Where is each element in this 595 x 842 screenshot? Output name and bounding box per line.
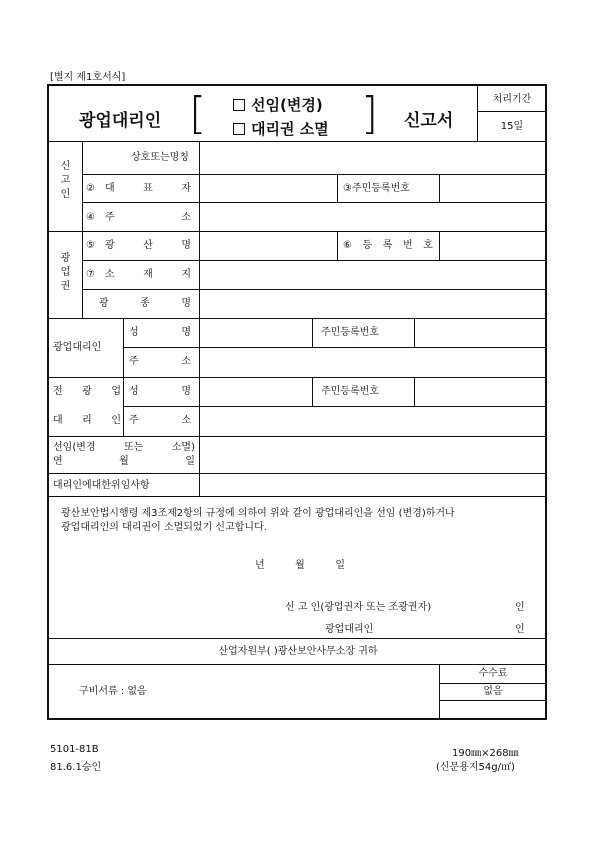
mine-name-label bbox=[105, 240, 191, 252]
registration-number-label bbox=[343, 240, 433, 252]
fee-label: 수수료 bbox=[478, 668, 508, 679]
label-char: 산 bbox=[143, 240, 153, 251]
label-char: 재 bbox=[143, 269, 153, 280]
former-agent-address-label bbox=[129, 415, 191, 427]
date-year-label: 년 bbox=[255, 560, 265, 571]
checkbox-icon[interactable] bbox=[233, 123, 245, 135]
date-month-label: 월 bbox=[295, 560, 305, 571]
former-agent-label-line1 bbox=[53, 386, 121, 398]
form-title-left: 광업대리인 bbox=[79, 111, 162, 131]
reporter-signature-label: 신 고 인(광업권자 또는 조광권자) bbox=[285, 602, 432, 613]
label-char: 명 bbox=[181, 298, 191, 309]
label-char: 명 bbox=[181, 386, 191, 397]
label-char: 월 bbox=[119, 456, 129, 467]
paper-size: 190㎜×268㎜ bbox=[452, 748, 519, 759]
date-day-label: 일 bbox=[335, 560, 345, 571]
reporter-resident-number-label: ③주민등록번호 bbox=[343, 183, 410, 194]
checkbox-icon[interactable] bbox=[233, 99, 245, 111]
processing-period-value: 15일 bbox=[500, 121, 524, 132]
agent-seal: 인 bbox=[515, 624, 525, 635]
company-name-field[interactable] bbox=[207, 152, 547, 166]
rep-number: ② bbox=[86, 183, 95, 194]
label-char: 종 bbox=[140, 298, 150, 309]
report-form bbox=[47, 84, 547, 720]
label-char: 록 bbox=[382, 240, 393, 251]
label-char: 성 bbox=[129, 386, 139, 397]
appointment-date-label-line2 bbox=[53, 456, 195, 468]
form-title-right: 신고서 bbox=[404, 111, 454, 131]
label-char: 자 bbox=[181, 183, 191, 194]
mining-group-char: 업 bbox=[60, 267, 71, 278]
fee-value: 없음 bbox=[483, 686, 503, 697]
label-char: 인 bbox=[111, 415, 121, 426]
mineral-type-label bbox=[99, 298, 191, 310]
label-char: ⑥ bbox=[343, 240, 352, 251]
reporter-group-label bbox=[49, 160, 82, 202]
label-word: 선임(변경 bbox=[53, 442, 96, 453]
option-appointment bbox=[233, 94, 323, 115]
left-bracket: [ bbox=[189, 88, 207, 139]
addr-number: ④ bbox=[86, 212, 95, 223]
agent-group-label: 광업대리인 bbox=[53, 342, 102, 353]
mining-right-group-label bbox=[49, 252, 82, 294]
label-word: 또는 bbox=[123, 442, 144, 453]
form-number: [별지 제1호서식] bbox=[50, 72, 126, 83]
former-agent-label-line2 bbox=[53, 415, 121, 427]
agent-address-label bbox=[129, 356, 191, 368]
label-char: 광 bbox=[99, 298, 109, 309]
label-char: 소 bbox=[181, 356, 191, 367]
location-number: ⑦ bbox=[86, 269, 95, 280]
label-char: 전 bbox=[53, 386, 63, 397]
agent-resident-number-label: 주민등록번호 bbox=[321, 327, 379, 338]
label-char: 대 bbox=[53, 415, 63, 426]
label-char: 주 bbox=[129, 415, 139, 426]
authority-label: 대리인에대한위임사항 bbox=[53, 480, 150, 491]
processing-period-label: 처리기간 bbox=[492, 94, 532, 105]
mining-group-char: 광 bbox=[60, 253, 71, 264]
statement-line1: 광산보안법시행령 제3조제2항의 규정에 의하여 위와 같이 광업대리인을 선임 (변경)하거나 bbox=[61, 508, 455, 519]
addressee: 산업자원부( )광산보안사무소장 귀하 bbox=[218, 646, 378, 657]
approval-date: 81.6.1승인 bbox=[50, 762, 102, 773]
statement-line2: 광업대리인의 대리권이 소멸되었기 신고합니다. bbox=[61, 522, 267, 533]
form-code: 5101-81B bbox=[50, 744, 99, 755]
mining-group-char: 권 bbox=[60, 281, 71, 292]
label-char: 연 bbox=[53, 456, 63, 467]
appointment-date-label-line1 bbox=[53, 442, 195, 454]
option-appointment-label: 선임(변경) bbox=[251, 96, 323, 114]
former-agent-name-label bbox=[129, 386, 191, 398]
location-label bbox=[105, 269, 191, 281]
label-char: 주 bbox=[129, 356, 139, 367]
label-char: 번 bbox=[403, 240, 413, 251]
right-bracket: ] bbox=[361, 88, 379, 139]
label-char: 광 bbox=[105, 240, 115, 251]
label-char: 일 bbox=[185, 456, 195, 467]
label-char: 등 bbox=[362, 240, 373, 251]
label-char: 광 bbox=[82, 386, 92, 397]
label-char: 지 bbox=[181, 269, 191, 280]
label-char: 호 bbox=[423, 240, 433, 251]
mine-number: ⑤ bbox=[86, 240, 95, 251]
label-word: 소멸) bbox=[171, 442, 195, 453]
label-char: 성 bbox=[129, 327, 139, 338]
label-char: 주 bbox=[105, 212, 115, 223]
option-termination-label: 대리권 소멸 bbox=[251, 120, 329, 138]
label-char: 명 bbox=[181, 240, 191, 251]
company-name-label: 상호또는명칭 bbox=[131, 152, 189, 163]
paper-type: (신문용지54g/㎡) bbox=[436, 762, 515, 773]
reporter-group-char: 고 bbox=[60, 175, 71, 186]
option-termination bbox=[233, 118, 329, 139]
representative-label bbox=[105, 183, 191, 195]
required-documents: 구비서류 : 없음 bbox=[79, 686, 147, 697]
label-char: 소 bbox=[105, 269, 115, 280]
label-char: 소 bbox=[181, 415, 191, 426]
label-char: 업 bbox=[111, 386, 121, 397]
reporter-group-char: 인 bbox=[60, 189, 71, 200]
agent-name-label bbox=[129, 327, 191, 339]
label-char: 명 bbox=[181, 327, 191, 338]
reporter-seal: 인 bbox=[515, 602, 525, 613]
former-agent-resident-number-label: 주민등록번호 bbox=[321, 386, 379, 397]
report-date bbox=[255, 560, 345, 572]
reporter-group-char: 신 bbox=[60, 161, 71, 172]
label-char: 표 bbox=[143, 183, 153, 194]
agent-signature-label: 광업대리인 bbox=[325, 624, 374, 635]
label-char: 소 bbox=[181, 212, 191, 223]
label-char: 리 bbox=[82, 415, 92, 426]
reporter-address-label bbox=[105, 212, 191, 224]
label-char: 대 bbox=[105, 183, 115, 194]
